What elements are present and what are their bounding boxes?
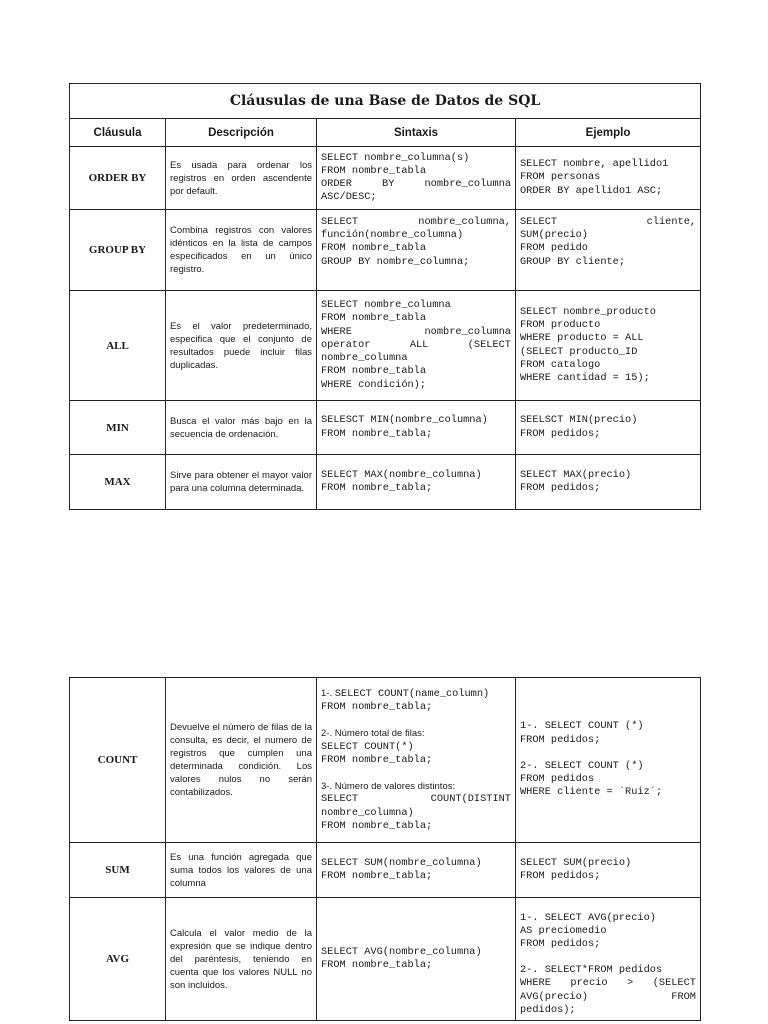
table-row [70, 291, 701, 401]
clause-name: AVG [70, 898, 166, 1021]
clause-description: Combina registros con valores idénticos en la lista de campos especificados en un único registro. [166, 210, 317, 291]
clause-example: SELECT nombre, apellido1 FROM personas ORDER BY apellido1 ASC; [516, 147, 701, 210]
clause-description: Es una función agregada que suma todos los valores de una columna [166, 843, 317, 898]
clause-example: 1-. SELECT COUNT (*) FROM pedidos; 2-. SELECT COUNT (*) FROM pedidos WHERE cliente = ´Ruiz´; [516, 678, 701, 843]
clause-example: SEELSCT MIN(precio) FROM pedidos; [516, 401, 701, 455]
clause-name: GROUP BY [70, 210, 166, 291]
clause-name: ALL [70, 291, 166, 401]
table-row [70, 455, 701, 510]
table-row [70, 843, 701, 898]
header-ejemplo: Ejemplo [516, 119, 701, 147]
clause-name: COUNT [70, 678, 166, 843]
clause-example: 1-. SELECT AVG(precio) AS preciomedio FROM pedidos; 2-. SELECT*FROM pedidos WHERE precio > (SELECT AVG(precio) FROM pedidos); [516, 898, 701, 1021]
clause-syntax: SELESCT MIN(nombre_columna) FROM nombre_tabla; [317, 401, 516, 455]
table-title: Cláusulas de una Base de Datos de SQL [70, 84, 701, 119]
clause-example: SELECT MAX(precio) FROM pedidos; [516, 455, 701, 510]
header-descripcion: Descripción [166, 119, 317, 147]
table-row [70, 147, 701, 210]
table-row [70, 401, 701, 455]
clause-name: MIN [70, 401, 166, 455]
clause-name: MAX [70, 455, 166, 510]
clause-name: SUM [70, 843, 166, 898]
table-row [70, 210, 701, 291]
clause-example: SELECT nombre_producto FROM producto WHERE producto = ALL (SELECT producto_ID FROM catalogo WHERE cantidad = 15); [516, 291, 701, 401]
header-clausula: Cláusula [70, 119, 166, 147]
clause-description: Es el valor predeterminado, especifica que el conjunto de resultados puede incluir filas duplicadas. [166, 291, 317, 401]
sql-clauses-table [69, 83, 701, 510]
clause-syntax: SELECT AVG(nombre_columna) FROM nombre_tabla; [317, 898, 516, 1021]
clause-description: Busca el valor más bajo en la secuencia de ordenación. [166, 401, 317, 455]
sql-aggregates-table [69, 677, 701, 1021]
clause-syntax: SELECT SUM(nombre_columna) FROM nombre_tabla; [317, 843, 516, 898]
table-row [70, 678, 701, 843]
clause-description: Es usada para ordenar los registros en orden ascendente por default. [166, 147, 317, 210]
table-row [70, 898, 701, 1021]
clause-syntax: SELECT nombre_columna, función(nombre_columna) FROM nombre_tabla GROUP BY nombre_columna; [317, 210, 516, 291]
clause-syntax: SELECT nombre_columna(s) FROM nombre_tabla ORDER BY nombre_columna ASC/DESC; [317, 147, 516, 210]
clause-description: Devuelve el número de filas de la consulta, es decir, el numero de registros que cumplen una determinada condición. Los valores nulos no serán contabilizados. [166, 678, 317, 843]
clause-syntax: SELECT nombre_columna FROM nombre_tabla WHERE nombre_columna operator ALL (SELECT nombre_columna FROM nombre_tabla WHERE condición); [317, 291, 516, 401]
clause-example: SELECT cliente, SUM(precio) FROM pedido GROUP BY cliente; [516, 210, 701, 291]
clause-name: ORDER BY [70, 147, 166, 210]
clause-example: SELECT SUM(precio) FROM pedidos; [516, 843, 701, 898]
clause-syntax: 1-. SELECT COUNT(name_column) FROM nombre_tabla; 2-. Número total de filas: SELECT COUNT(*) FROM nombre_tabla; 3-. Número de valores distintos: SELECT COUNT(DISTINT nombre_columna) FROM nombre_tabla; [317, 678, 516, 843]
clause-syntax: SELECT MAX(nombre_columna) FROM nombre_tabla; [317, 455, 516, 510]
clause-description: Calcula el valor medio de la expresión que se indique dentro del paréntesis, teniendo en cuenta que los valores NULL no son incluidos. [166, 898, 317, 1021]
header-sintaxis: Sintaxis [317, 119, 516, 147]
clause-description: Sirve para obtener el mayor valor para una columna determinada. [166, 455, 317, 510]
